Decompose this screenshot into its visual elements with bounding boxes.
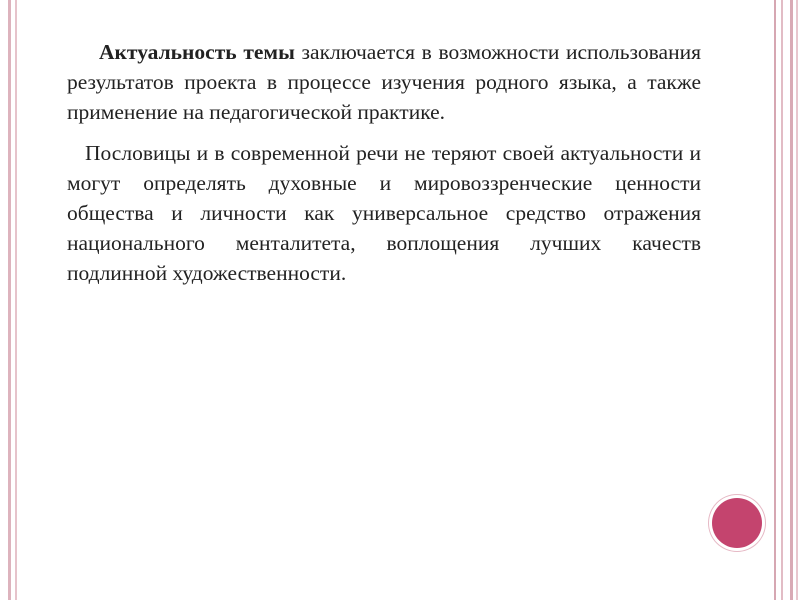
decorative-circle-icon [712, 498, 762, 548]
right-border-line [774, 0, 776, 600]
left-border-line-inner [15, 0, 17, 600]
slide-body-text [67, 37, 701, 288]
paragraph-relevance [67, 37, 701, 127]
right-border-line [796, 0, 798, 600]
left-border-line-outer [8, 0, 11, 600]
right-border-line [781, 0, 783, 600]
paragraph-proverbs: Пословицы и в современной речи не теряют своей актуальности и могут определять духовные и мировоззренческие ценности общества и личности как универсальное средство отражения национального менталитета, воплощения лучших качеств подлинной художественности. [67, 141, 701, 285]
paragraph-text: заключается в возможности использования результатов проекта в процессе изучения родного языка, а также применение на педагогической практике. [67, 40, 701, 124]
paragraph-bold-lead: Актуальность темы [99, 40, 295, 64]
right-border-line [790, 0, 793, 600]
